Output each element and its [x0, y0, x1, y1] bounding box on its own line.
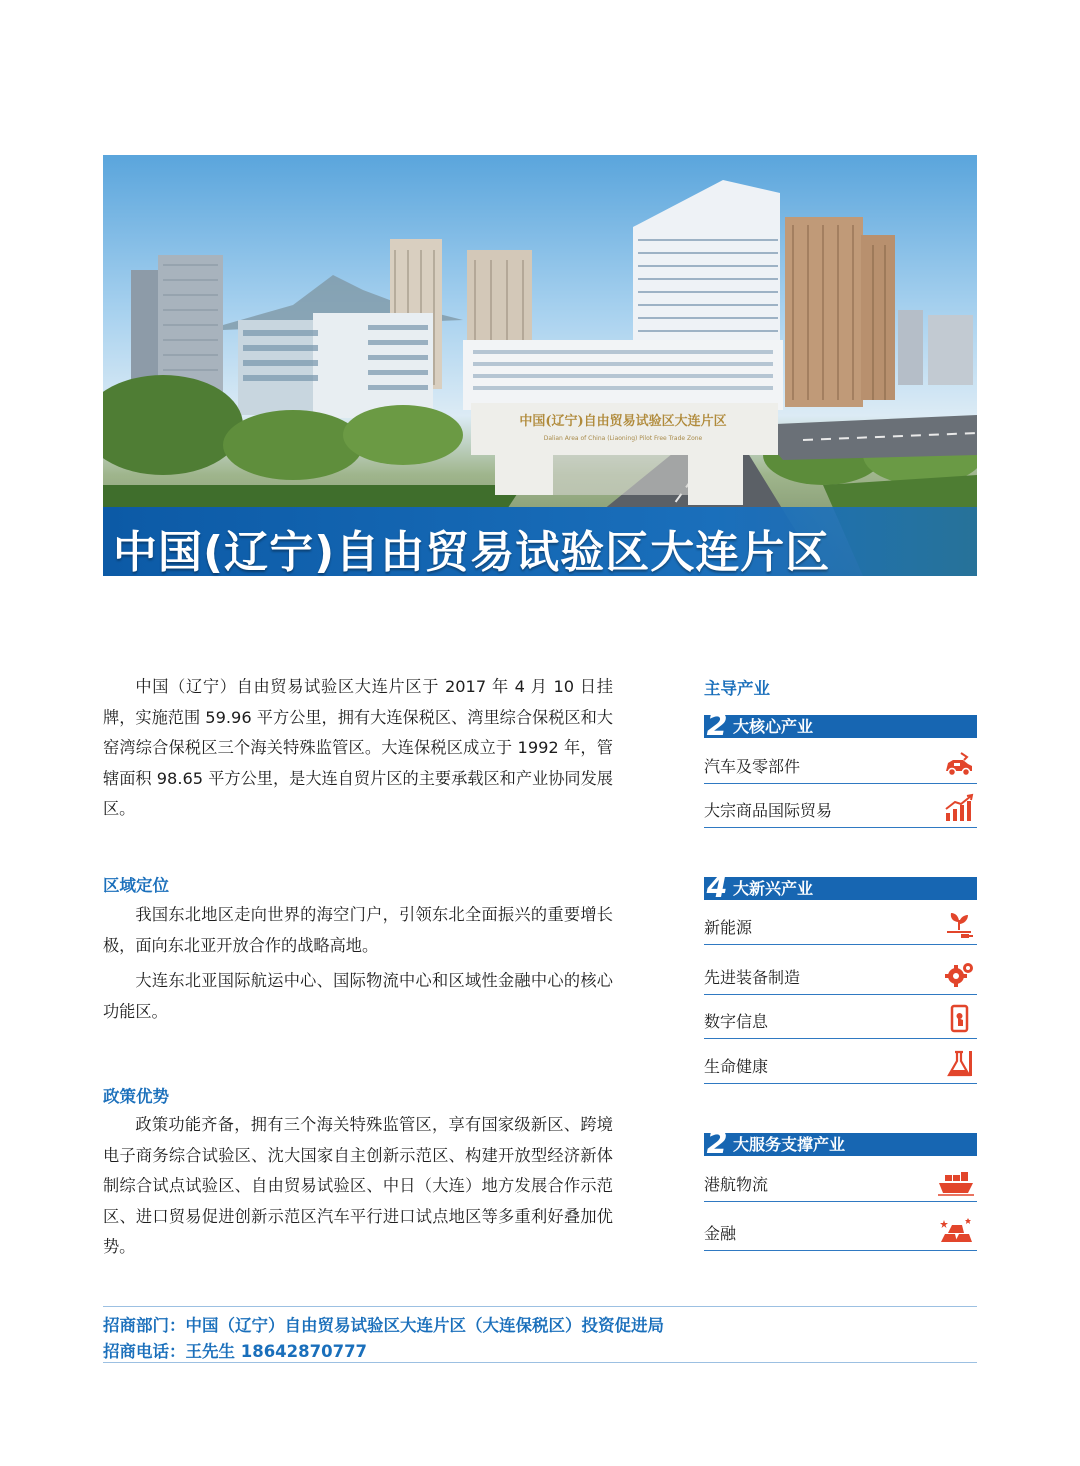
gold-bars-icon — [937, 1216, 975, 1246]
positioning-paragraph-1: 我国东北地区走向世界的海空门户，引领东北全面振兴的重要增长极，面向东北亚开放合作的战略高地。 — [103, 905, 613, 955]
hero-title-band — [103, 507, 977, 576]
contact-department: 招商部门：中国（辽宁）自由贸易试验区大连片区（大连保税区）投资促进局 — [103, 1316, 664, 1335]
industry-row-finance — [704, 1206, 977, 1251]
gate-sign-text: 中国(辽宁)自由贸易试验区大连片区 — [519, 414, 727, 429]
industry-row-advanced-equipment — [704, 950, 977, 995]
industry-row-life-health — [704, 1039, 977, 1084]
gate-sign-english: Dalian Area of China (Liaoning) Pilot Free Trade Zone — [543, 435, 703, 442]
industry-row-commodity-trade — [704, 783, 977, 828]
policy-paragraph: 政策功能齐备，拥有三个海关特殊监管区，享有国家级新区、跨境电子商务综合试验区、沈大国家自主创新示范区、构建开放型经济新体制综合试点试验区、自由贸易试验区、中日（大连）地方发展合作示范区、进口贸易促进创新示范区汽车平行进口试点地区等多重利好叠加优势。 — [103, 1115, 613, 1256]
section-title-positioning: 区域定位 — [103, 876, 169, 895]
page-title: 中国(辽宁)自由贸易试验区大连片区 — [113, 527, 831, 578]
industry-label: 先进装备制造 — [704, 968, 801, 987]
intro-paragraph: 中国（辽宁）自由贸易试验区大连片区于 2017 年 4 月 10 日挂牌，实施范围 59.96 平方公里，拥有大连保税区、湾里综合保税区和大窑湾综合保税区三个海关特殊监管区。大连保税区成立于 1992 年，管辖面积 98.65 平方公里，是大连自贸片区的主要承载区和产业协同发展区。 — [103, 677, 613, 818]
contact-phone: 招商电话：王先生 18642870777 — [103, 1342, 368, 1361]
ship-icon — [937, 1167, 975, 1197]
car-icon — [943, 749, 975, 779]
category-label: 大新兴产业 — [733, 879, 814, 898]
category-number: 4 — [706, 870, 728, 905]
industry-row-auto — [704, 739, 977, 784]
industry-label: 汽车及零部件 — [704, 757, 801, 776]
touch-screen-icon — [943, 1004, 975, 1034]
industry-label: 大宗商品国际贸易 — [704, 801, 833, 820]
industry-row-digital-info — [704, 994, 977, 1039]
category-number: 2 — [706, 1126, 728, 1161]
positioning-paragraph-2: 大连东北亚国际航运中心、国际物流中心和区域性金融中心的核心功能区。 — [103, 971, 613, 1021]
category-bar-core — [704, 708, 977, 743]
gears-icon — [943, 960, 975, 990]
industries-title: 主导产业 — [704, 679, 770, 698]
industry-label: 数字信息 — [704, 1012, 769, 1031]
industry-label: 新能源 — [704, 918, 753, 937]
section-title-policy: 政策优势 — [103, 1087, 169, 1106]
bar-chart-icon — [943, 793, 975, 823]
category-number: 2 — [706, 708, 728, 743]
industry-label: 生命健康 — [704, 1057, 769, 1076]
category-label: 大服务支撑产业 — [733, 1135, 846, 1154]
category-bar-service — [704, 1126, 977, 1161]
category-bar-emerging — [704, 870, 977, 905]
industry-row-new-energy — [704, 900, 977, 945]
industry-row-port-logistics — [704, 1157, 977, 1202]
footer-divider-bottom — [103, 1362, 977, 1363]
industry-label: 金融 — [704, 1224, 737, 1243]
industry-label: 港航物流 — [704, 1175, 769, 1194]
footer-divider-top — [103, 1306, 977, 1307]
category-label: 大核心产业 — [733, 717, 814, 736]
flask-icon — [943, 1049, 975, 1079]
plant-plug-icon — [943, 910, 975, 940]
